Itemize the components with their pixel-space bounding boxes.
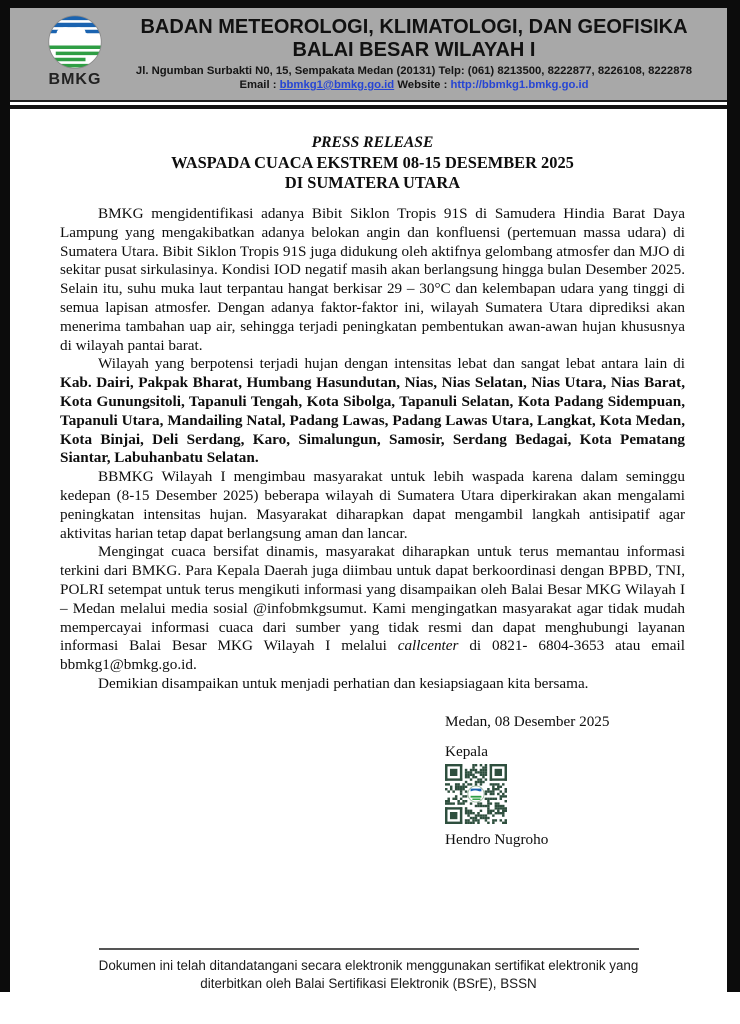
- footer-line-2: diterbitkan oleh Balai Sertifikasi Elektronik (BSrE), BSSN: [200, 976, 537, 991]
- letterhead: [10, 8, 727, 102]
- website-label: Website :: [394, 79, 451, 91]
- qr-code: [445, 764, 507, 824]
- paragraph-4: [60, 543, 685, 675]
- contact-line: [114, 79, 714, 92]
- signature-role: Kepala: [445, 742, 489, 760]
- qr-center-logo-icon: [467, 785, 485, 803]
- paragraph-2: [60, 355, 685, 468]
- signature-block: [445, 712, 685, 849]
- paragraph-3: BBMKG Wilayah I mengimbau masyarakat untuk lebih waspada karena dalam seminggu kedepan (8-15 Desember 2025) beberapa wilayah di Sumatera Utara diperkirakan akan mengalami peningkatan intensitas hujan. Masyarakat diharapkan dapat mengambil langkah antisipatif agar aktivitas harian tetap dapat berlangsung aman dan lancar.: [60, 468, 685, 542]
- email-label: Email :: [239, 79, 280, 91]
- logo-label: BMKG: [48, 71, 102, 88]
- paragraph-2-intro: Wilayah yang berpotensi terjadi hujan dengan intensitas lebat dan sangat lebat antara lain di: [98, 355, 685, 373]
- signatory-name: Hendro Nugroho: [445, 830, 549, 848]
- paragraph-5: Demikian disampaikan untuk menjadi perhatian dan kesiapsiagaan kita bersama.: [98, 674, 589, 692]
- paragraph-1: BMKG mengidentifikasi adanya Bibit Siklon Tropis 91S di Samudera Hindia Barat Daya Lampung yang mengakibatkan adanya belokan angin dan konfluensi (pertemuan massa udara) di Sumatera Utara. Bibit Siklon Tropis 91S juga didukung oleh aktifnya gelombang atmosfer dan MJO di sekitar pusat sirkulasinya. Kondisi IOD negatif masih akan berlangsung hingga bulan Desember 2025. Selain itu, suhu muka laut terpantau hangat berkisar 29 – 30°C dan kelembapan udara yang tinggi di semua lapisan atmosfer. Dengan adanya faktor-faktor ini, wilayah Sumatera Utara diprediksi akan menerima tambahan uap air, sehingga terjadi peningkatan pembentukan awan-awan hujan khususnya di wilayah pantai barat.: [60, 205, 685, 354]
- callcenter-word: callcenter: [397, 637, 459, 655]
- paragraph-4-tail: di 0821- 6804-3653 atau email bbmkg1@bmkg.go.id.: [60, 637, 685, 674]
- org-address: Jl. Ngumban Surbakti N0, 15, Sempakata Medan (20131) Telp: (061) 8213500, 8222877, 8226108, 8222878: [135, 65, 693, 77]
- paragraph-2-region-list: Kab. Dairi, Pakpak Bharat, Humbang Hasundutan, Nias, Nias Selatan, Nias Utara, Nias Barat, Kota Gunungsitoli, Tapanuli Tengah, Kota Sibolga, Tapanuli Selatan, Kota Padang Sidempuan, Tapanuli Utara, Mandailing Natal, Padang Lawas, Padang Lawas Utara, Langkat, Kota Medan, Kota Binjai, Deli Serdang, Karo, Simalungun, Samosir, Serdang Bedagai, Kota Pematang Siantar, Labuhanbatu Selatan.: [60, 374, 685, 467]
- website-link[interactable]: http://bbmkg1.bmkg.go.id: [450, 79, 589, 91]
- document-title: WASPADA CUACA EKSTREM 08-15 DESEMBER 2025: [171, 153, 574, 172]
- bmkg-logo-icon: [47, 14, 103, 70]
- email-link[interactable]: bbmkg1@bmkg.go.id: [279, 79, 395, 91]
- footer-line-1: Dokumen ini telah ditandatangani secara elektronik menggunakan sertifikat elektronik yang: [98, 958, 639, 973]
- footer-divider: [99, 948, 639, 950]
- paragraph-4-text: Mengingat cuaca bersifat dinamis, masyarakat diharapkan untuk terus memantau informasi terkini dari BMKG. Para Kepala Daerah juga diimbau untuk dapat berkoordinasi dengan BPBD, TNI, POLRI setempat untuk terus mengikuti informasi yang disampaikan oleh Balai Besar MKG Wilayah I – Medan melalui media sosial @infobmkgsumut. Kami mengingatkan masyarakat agar tidak mudah mempercayai informasi cuaca dari sumber yang tidak resmi dan dapat menghubungi layanan informasi Balai Besar MKG Wilayah I melalui: [60, 543, 685, 655]
- footer-note: [10, 948, 727, 993]
- letterhead-text: [114, 16, 714, 92]
- document-subtitle: DI SUMATERA UTARA: [284, 173, 461, 192]
- bmkg-logo: [44, 14, 106, 89]
- org-name: BADAN METEOROLOGI, KLIMATOLOGI, DAN GEOFISIKA: [140, 16, 688, 38]
- press-release-label: PRESS RELEASE: [311, 134, 434, 151]
- org-branch: BALAI BESAR WILAYAH I: [292, 39, 536, 61]
- signature-place-date: Medan, 08 Desember 2025: [445, 712, 610, 730]
- document-body: [10, 109, 727, 849]
- document-paper: [10, 8, 727, 992]
